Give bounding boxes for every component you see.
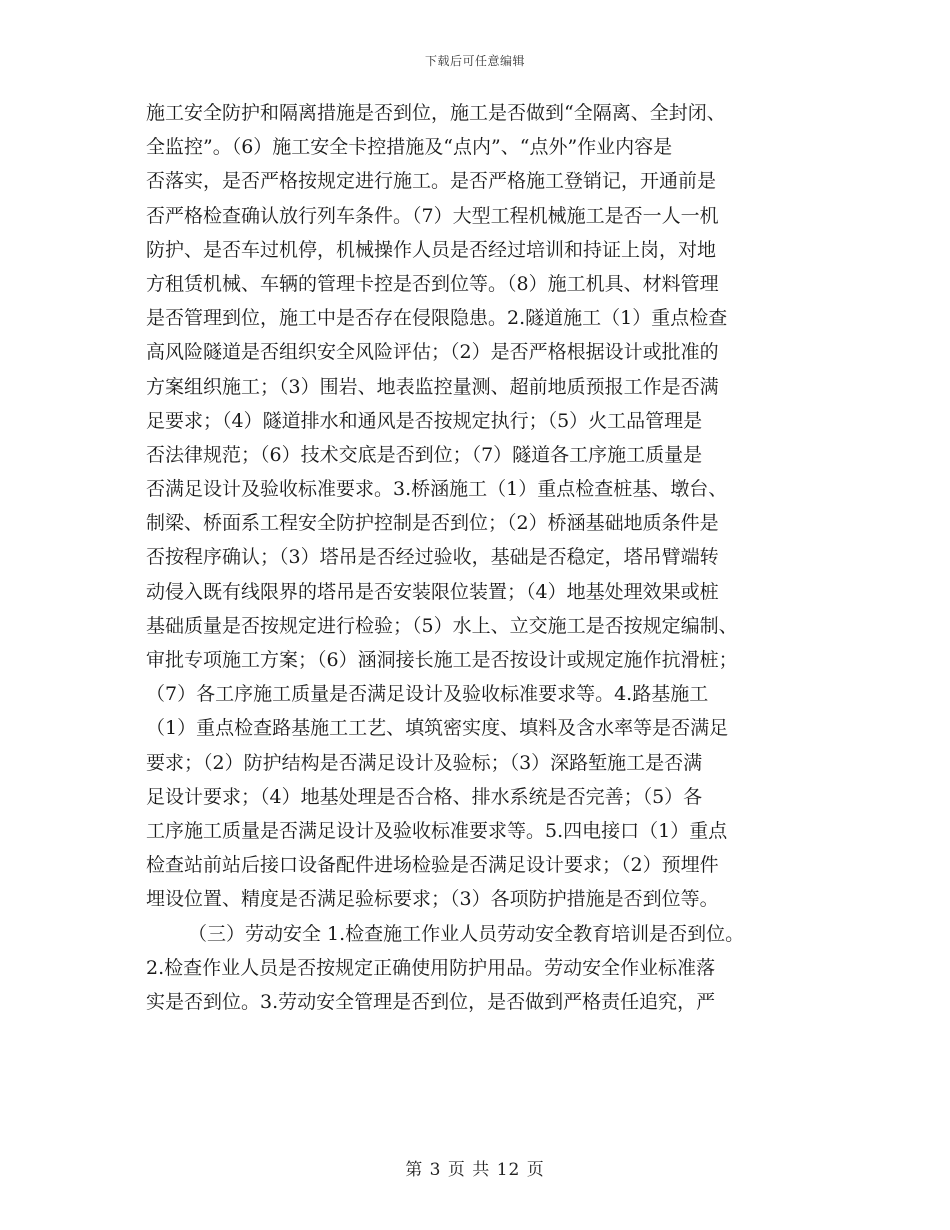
- text-line: 全监控”。（6）施工安全卡控措施及“点内”、“点外”作业内容是: [146, 136, 673, 159]
- text-line: 足设计要求；（4）地基处理是否合格、排水系统是否完善；（5）各: [146, 785, 703, 808]
- body-text: [146, 96, 814, 1019]
- text-line: 方案组织施工；（3）围岩、地表监控量测、超前地质预报工作是否满: [146, 375, 719, 398]
- text-line: 基础质量是否按规定进行检验；（5）水上、立交施工是否按规定编制、: [146, 614, 738, 637]
- text-line: 否按程序确认；（3）塔吊是否经过验收，基础是否稳定，塔吊臂端转: [146, 546, 719, 569]
- text-line: 高风险隧道是否组织安全风险评估；（2）是否严格根据设计或批准的: [146, 341, 719, 364]
- page-header: 下载后可任意编辑: [424, 54, 525, 68]
- text-line: 施工安全防护和隔离措施是否到位，施工是否做到“全隔离、全封闭、: [146, 102, 726, 124]
- text-line: 方租赁机械、车辆的管理卡控是否到位等。（8）施工机具、材料管理: [146, 272, 719, 295]
- text-line: 否落实，是否严格按规定进行施工。是否严格施工登销记，开通前是: [146, 170, 717, 193]
- text-line: （1）重点检查路基施工工艺、填筑密实度、填料及含水率等是否满足: [146, 717, 729, 740]
- text-line: 是否管理到位，施工中是否存在侵限隐患。2.隧道施工（1）重点检查: [146, 307, 728, 330]
- text-line: 审批专项施工方案；（6）涵洞接长施工是否按设计或规定施作抗滑桩；: [146, 649, 738, 671]
- section-heading-line: （三）劳动安全 1.检查施工作业人员劳动安全教育培训是否到位。: [188, 922, 745, 945]
- text-line: 检查站前站后接口设备配件进场检验是否满足设计要求；（2）预埋件: [146, 854, 719, 877]
- text-line: 防护、是否车过机停，机械操作人员是否经过培训和持证上岗，对地: [146, 238, 717, 261]
- text-line: 制梁、桥面系工程安全防护控制是否到位；（2）桥涵基础地质条件是: [146, 512, 719, 535]
- text-line: 否法律规范；（6）技术交底是否到位；（7）隧道各工序施工质量是: [146, 443, 703, 466]
- text-line: 工序施工质量是否满足设计及验收标准要求等。5.四电接口（1）重点: [146, 819, 728, 842]
- text-line: 动侵入既有线限界的塔吊是否安装限位装置；（4）地基处理效果或桩: [146, 580, 719, 603]
- text-line: 足要求；（4）隧道排水和通风是否按规定执行；（5）火工品管理是: [146, 409, 703, 432]
- text-line: 否严格检查确认放行列车条件。（7）大型工程机械施工是否一人一机: [146, 204, 719, 227]
- text-line: 否满足设计及验收标准要求。3.桥涵施工（1）重点检查桩基、墩台、: [146, 478, 728, 501]
- text-line: （7）各工序施工质量是否满足设计及验收标准要求等。4.路基施工: [146, 683, 709, 706]
- text-line: 2.检查作业人员是否按规定正确使用防护用品。劳动安全作业标准落: [146, 956, 716, 979]
- text-line: 埋设位置、精度是否满足验标要求；（3）各项防护措施是否到位等。: [146, 888, 719, 911]
- text-line: 实是否到位。3.劳动安全管理是否到位，是否做到严格责任追究，严: [146, 990, 716, 1013]
- page-number: 第 3 页 共 12 页: [405, 1160, 545, 1180]
- text-line: 要求；（2）防护结构是否满足设计及验标；（3）深路堑施工是否满: [146, 751, 703, 774]
